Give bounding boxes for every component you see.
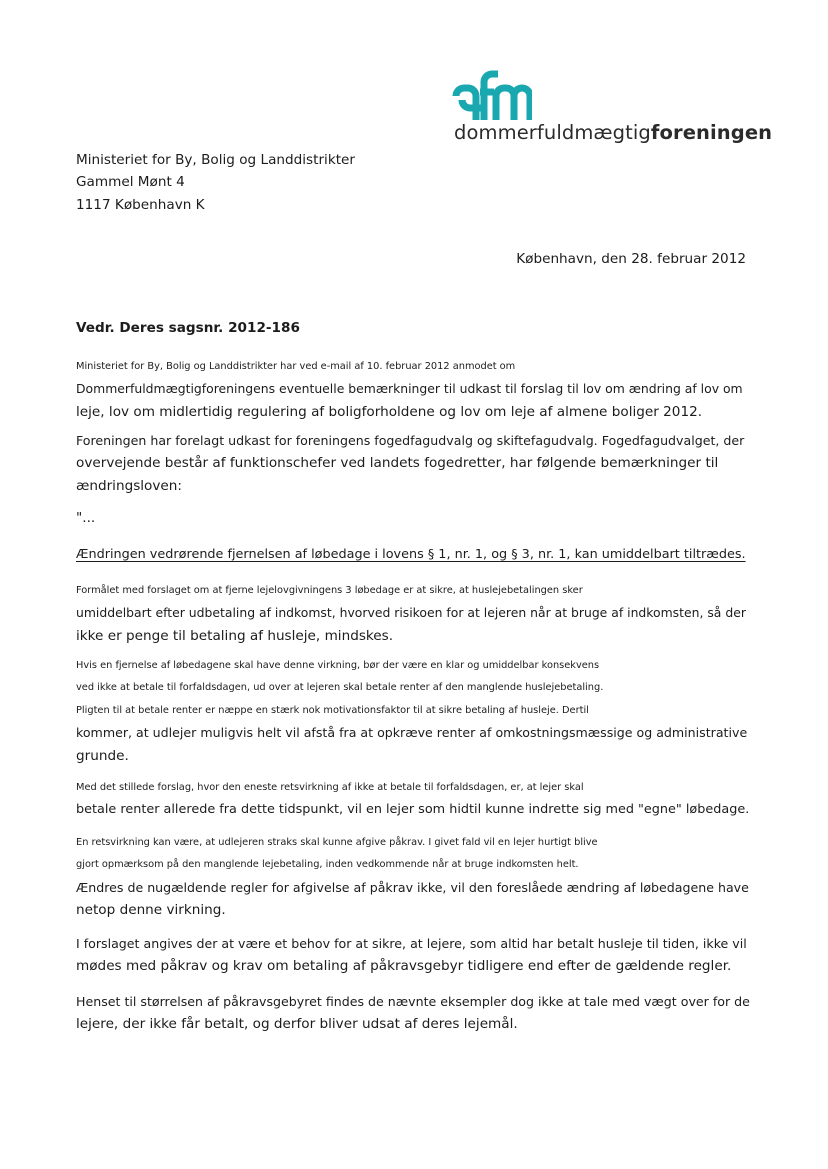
subject-line: Vedr. Deres sagsnr. 2012-186 xyxy=(76,320,300,336)
paragraph-7 xyxy=(76,832,749,922)
text-line: Dommerfuldmægtigforeningens eventuelle bemærkninger til udkast til forslag til lov om ændring af lov om xyxy=(76,381,743,397)
text-line: ved ikke at betale til forfaldsdagen, ud over at lejeren skal betale renter af den manglende huslejebetaling. xyxy=(76,682,604,694)
text-line: Med det stillede forslag, hvor den eneste retsvirkning af ikke at betale til forfaldsdagen, er, at lejer skal xyxy=(76,782,584,793)
dateline: København, den 28. februar 2012 xyxy=(516,251,746,267)
text-line: Ændres de nugældende regler for afgivelse af påkrav ikke, vil den foreslåede ændring af løbedagene have xyxy=(76,879,749,895)
dfm-logo-mark xyxy=(452,70,532,122)
logo xyxy=(448,70,773,150)
text-line: Pligten til at betale renter er næppe en stærk nok motivationsfaktor til at sikre betaling af husleje. Dertil xyxy=(76,704,589,716)
text-line: betale renter allerede fra dette tidspunkt, vil en lejer som hidtil kunne indrette sig med "egne" løbedage. xyxy=(76,802,750,818)
logo-name-plain: dommerfuldmægtig xyxy=(454,121,651,144)
text-line: Formålet med forslaget om at fjerne lejelovgivningens 3 løbedage er at sikre, at huslejebetalingen sker xyxy=(76,585,583,596)
text-line: gjort opmærksom på den manglende lejebetaling, inden vedkommende når at bruge indkomsten helt. xyxy=(76,859,579,871)
text-line: mødes med påkrav og krav om betaling af påkravsgebyr tidligere end efter de gældende regler. xyxy=(76,958,732,975)
paragraph-1 xyxy=(76,356,743,423)
text-line: I forslaget angives der at være et behov for at sikre, at lejere, som altid har betalt husleje til tiden, ikke vil xyxy=(76,936,747,951)
text-line: En retsvirkning kan være, at udlejeren straks skal kunne afgive påkrav. I givet fald vil en lejer hurtigt blive xyxy=(76,837,598,848)
text-line: netop denne virkning. xyxy=(76,902,226,919)
address-line: Ministeriet for By, Bolig og Landdistrikter xyxy=(76,152,355,168)
text-line: leje, lov om midlertidig regulering af boligforholdene og lov om leje af almene boliger 2012. xyxy=(76,403,703,420)
paragraph-5 xyxy=(76,655,747,767)
recipient-address xyxy=(76,149,355,216)
text-line: Foreningen har forelagt udkast for foreningens fogedfagudvalg og skiftefagudvalg. Fogedfagudvalget, der xyxy=(76,433,745,448)
paragraph-8 xyxy=(76,933,747,978)
paragraph-9 xyxy=(76,991,750,1036)
paragraph-3 xyxy=(76,544,746,566)
address-line: 1117 København K xyxy=(76,196,205,213)
logo-name-bold: foreningen xyxy=(650,121,773,144)
text-line: Henset til størrelsen af påkravsgebyret findes de nævnte eksempler dog ikke at tale med vægt over for de xyxy=(76,994,750,1009)
quote-open: "... xyxy=(76,510,96,526)
text-line: kommer, at udlejer muligvis helt vil afstå fra at opkræve renter af omkostningsmæssige og administrative xyxy=(76,725,748,741)
text-line: overvejende består af funktionschefer ved landets fogedretter, har følgende bemærkninger til xyxy=(76,455,719,472)
paragraph-6 xyxy=(76,777,749,822)
text-line: ændringsloven: xyxy=(76,477,182,494)
paragraph-4 xyxy=(76,580,746,647)
address-line: Gammel Mønt 4 xyxy=(76,174,185,191)
paragraph-2 xyxy=(76,430,744,497)
text-line: grunde. xyxy=(76,747,129,764)
text-line: Ministeriet for By, Bolig og Landdistrikter har ved e-mail af 10. februar 2012 anmodet om xyxy=(76,361,516,372)
text-line: Hvis en fjernelse af løbedagene skal have denne virkning, bør der være en klar og umiddelbar konsekvens xyxy=(76,660,600,671)
logo-wordmark xyxy=(454,121,772,144)
text-line: umiddelbart efter udbetaling af indkomst, hvorved risikoen for at lejeren når at bruge af indkomsten, så der xyxy=(76,605,746,621)
text-line: lejere, der ikke får betalt, og derfor bliver udsat af deres lejemål. xyxy=(76,1016,518,1033)
text-line: Ændringen vedrørende fjernelsen af løbedage i lovens § 1, nr. 1, og § 3, nr. 1, kan umiddelbart tiltrædes. xyxy=(76,547,746,562)
text-line: ikke er penge til betaling af husleje, mindskes. xyxy=(76,627,394,644)
